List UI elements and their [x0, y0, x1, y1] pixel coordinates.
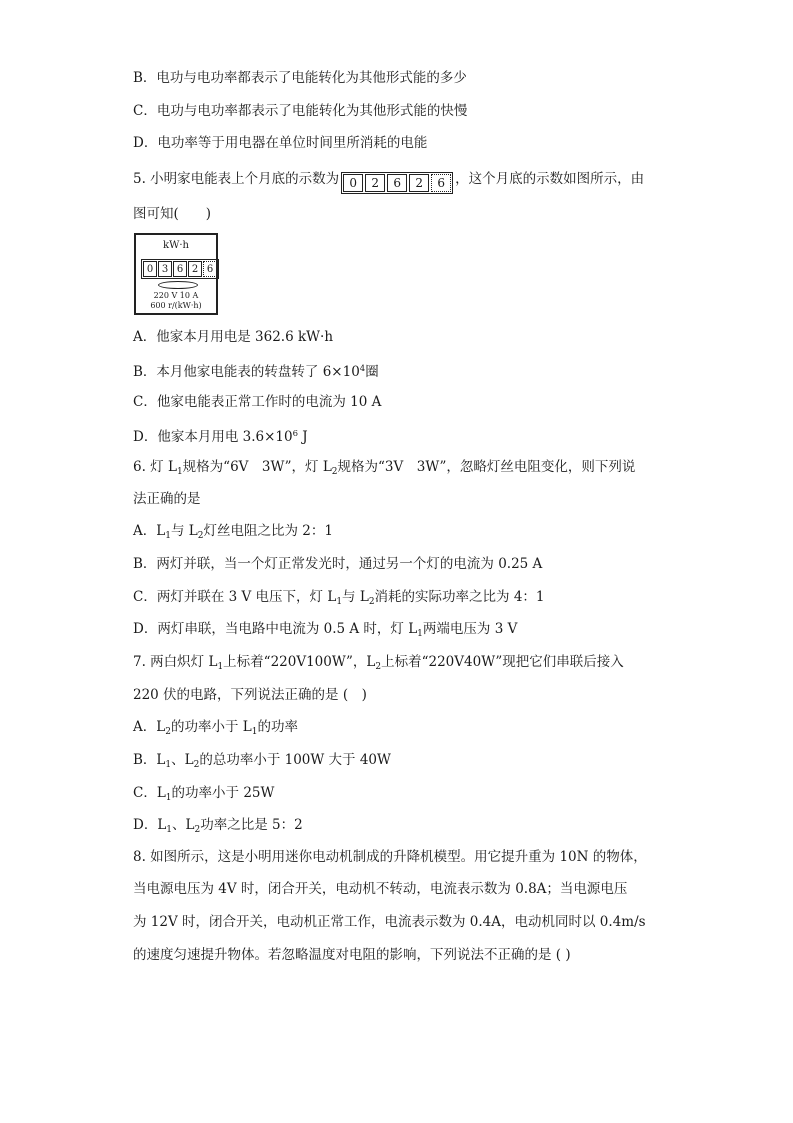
- text: 与 L: [170, 523, 198, 539]
- text: 上标着“220V40W”现把它们串联后接入: [381, 654, 624, 670]
- text: B．L: [133, 752, 166, 768]
- meter-digit: 3: [158, 261, 172, 277]
- subscript: 1: [217, 662, 224, 672]
- text: 上标着“220V100W”，L: [223, 654, 376, 670]
- q6-option-d: [133, 620, 517, 643]
- q5-option-d: [133, 425, 308, 446]
- meter-digit: 2: [409, 174, 429, 192]
- meter-digit: 2: [365, 174, 385, 192]
- text: A．L: [133, 523, 166, 539]
- question-6-stem-line2: 法正确的是: [133, 491, 201, 507]
- subscript: 2: [368, 597, 375, 607]
- meter-reading: [141, 259, 219, 279]
- subscript: 1: [176, 467, 183, 477]
- subscript: 2: [331, 467, 338, 477]
- q5-option-c: C．他家电能表正常工作时的电流为 10 A: [133, 394, 382, 410]
- meter-disk-icon: [158, 281, 198, 289]
- meter-decimal-digit: 6: [431, 174, 451, 192]
- exponent: 6: [292, 429, 298, 439]
- text: 的功率: [257, 719, 298, 735]
- q7-option-c: [133, 784, 274, 807]
- q5-option-d-suffix: J: [298, 429, 308, 445]
- option-d-text: D．电功率等于用电器在单位时间里所消耗的电能: [133, 135, 428, 151]
- subscript: 1: [165, 793, 172, 803]
- q6-option-b: B．两灯并联，当一个灯正常发光时，通过另一个灯的电流为 0.25 A: [133, 556, 543, 572]
- meter-digit: 0: [343, 174, 363, 192]
- text: 两端电压为 3 V: [422, 621, 518, 637]
- subscript: 1: [165, 760, 172, 770]
- question-6-stem: [133, 458, 635, 481]
- subscript: 1: [166, 825, 173, 835]
- q6-option-c: [133, 588, 545, 611]
- text: C．L: [133, 785, 166, 801]
- text: A．L: [133, 719, 166, 735]
- question-7-stem: [133, 653, 624, 676]
- text: 的总功率小于 100W 大于 40W: [199, 752, 391, 768]
- q6-option-a: [133, 522, 333, 545]
- subscript: 1: [336, 597, 343, 607]
- text: C．两灯并联在 3 V 电压下，灯 L: [133, 589, 337, 605]
- text: 规格为“6V 3W”，灯 L: [182, 459, 332, 475]
- option-c-text: C．电功与电功率都表示了电能转化为其他形式能的快慢: [133, 103, 468, 119]
- text: 灯丝电阻之比为 2：1: [203, 523, 333, 539]
- subscript: 1: [251, 727, 258, 737]
- question-5-stem: [133, 170, 644, 194]
- text: D．L: [133, 817, 167, 833]
- subscript: 1: [417, 629, 423, 639]
- q5-option-a: A．他家本月用电是 362.6 kW·h: [133, 329, 334, 345]
- q5-option-b-text: B．本月他家电能表的转盘转了 6×10: [133, 364, 360, 380]
- question-5-prefix: 5. 小明家电能表上个月底的示数为: [133, 171, 340, 187]
- question-8-stem-line2: 当电源电压为 4V 时，闭合开关，电动机不转动，电流表示数为 0.8A；当电源电压: [133, 881, 628, 897]
- subscript: 2: [375, 662, 382, 672]
- q7-option-b: [133, 751, 391, 774]
- q5-option-d-text: D．他家本月用电 3.6×10: [133, 429, 293, 445]
- subscript: 2: [165, 727, 171, 737]
- text: 6. 灯 L: [133, 459, 177, 475]
- electric-meter-figure: [134, 233, 218, 315]
- meter-digit: 6: [173, 261, 187, 277]
- meter-unit: kW·h: [163, 240, 189, 251]
- meter-digit: 2: [188, 261, 202, 277]
- option-b-text: B．电功与电功率都表示了电能转化为其他形式能的多少: [133, 70, 467, 86]
- q5-option-b-suffix: 圈: [365, 364, 379, 380]
- text: 7. 两白炽灯 L: [133, 654, 218, 670]
- subscript: 2: [197, 531, 204, 541]
- q7-option-a: [133, 718, 298, 741]
- meter-decimal-digit: 6: [203, 261, 217, 277]
- text: 消耗的实际功率之比为 4：1: [374, 589, 545, 605]
- meter-spec-rating: 220 V 10 A: [153, 291, 199, 300]
- subscript: 1: [165, 531, 171, 541]
- question-7-stem-line2: 220 伏的电路，下列说法正确的是 ( ): [133, 687, 367, 703]
- meter-spec-revolutions: 600 r/(kW·h): [150, 301, 202, 310]
- text: 功率之比是 5：2: [200, 817, 303, 833]
- subscript: 2: [193, 760, 200, 770]
- text: 、L: [171, 752, 194, 768]
- question-8-stem-line3: 为 12V 时，闭合开关，电动机正常工作，电流表示数为 0.4A，电动机同时以 0.4m/s: [133, 914, 646, 930]
- question-8-stem-line1: 8. 如图所示，这是小明用迷你电动机制成的升降机模型。用它提升重为 10N 的物体，: [133, 849, 647, 865]
- question-5-stem-line2: 图可知( ): [133, 206, 212, 222]
- text: 、L: [172, 817, 195, 833]
- q5-option-b: [133, 360, 379, 381]
- text: 规格为“3V 3W”，忽略灯丝电阻变化，则下列说: [337, 459, 636, 475]
- q7-option-d: [133, 816, 303, 839]
- text: 的功率小于 25W: [171, 785, 275, 801]
- text: 的功率小于 L: [170, 719, 252, 735]
- meter-digit: 6: [387, 174, 407, 192]
- subscript: 2: [194, 825, 201, 835]
- text: D．两灯串联，当电路中电流为 0.5 A 时，灯 L: [133, 621, 418, 637]
- meter-digit: 0: [143, 261, 157, 277]
- inline-meter-reading: [341, 172, 453, 194]
- text: 与 L: [342, 589, 369, 605]
- question-5-suffix: ，这个月底的示数如图所示，由: [455, 171, 645, 187]
- question-8-stem-line4: 的速度匀速提升物体。若忽略温度对电阻的影响，下列说法不正确的是 ( ): [133, 947, 571, 963]
- exponent: 4: [359, 364, 366, 374]
